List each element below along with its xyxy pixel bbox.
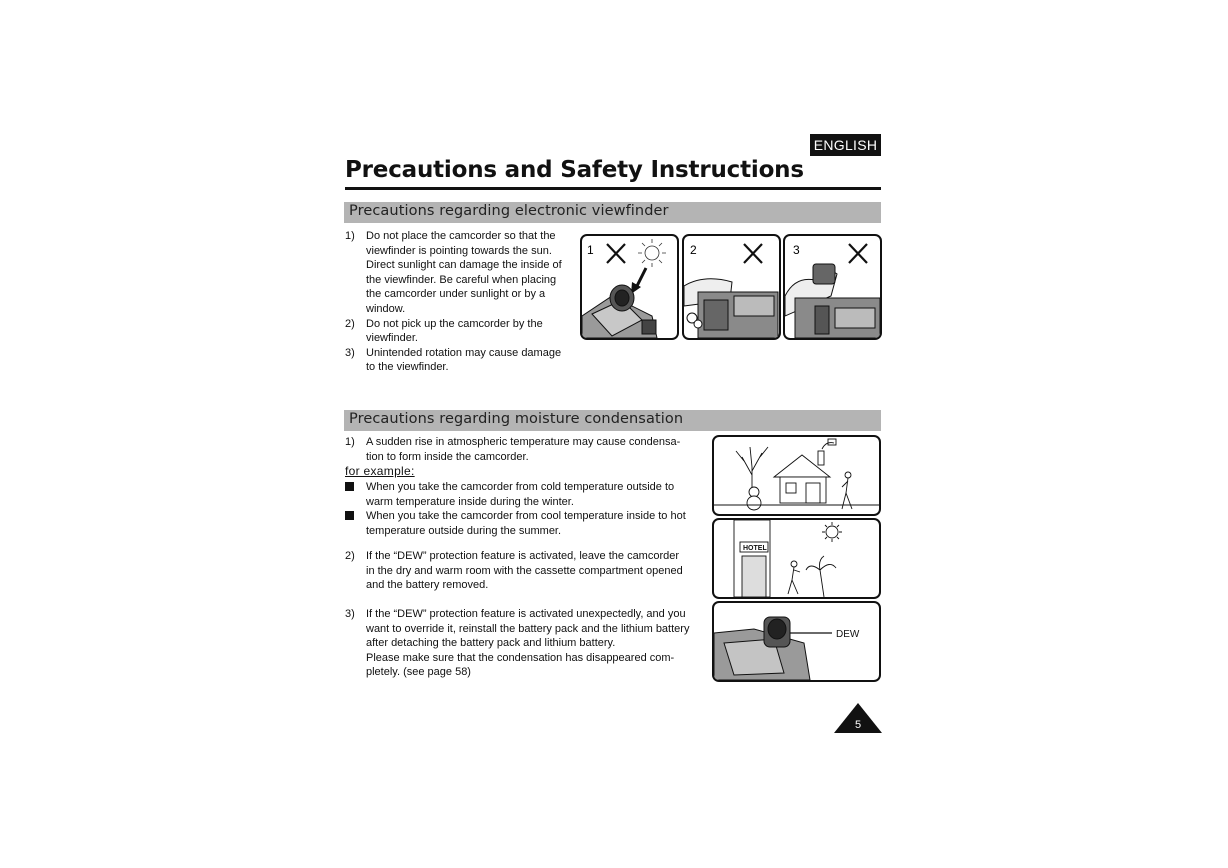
figure-winter-house (712, 435, 881, 516)
figure-dew-display (712, 601, 881, 682)
example-bullet-list (345, 480, 705, 538)
text-line: warm temperature inside during the winter. (366, 495, 574, 508)
arrow-icon (631, 268, 646, 294)
list-item (345, 509, 705, 538)
section-heading-viewfinder (344, 202, 881, 223)
sun-camcorder-illustration (582, 236, 677, 338)
title-rule (345, 187, 881, 190)
item-number: 3) (345, 346, 355, 359)
sun-icon (822, 522, 842, 542)
figure-pick-by-viewfinder (682, 234, 781, 340)
condensation-item-1 (345, 435, 705, 464)
section-heading-text: Precautions regarding electronic viewfinder (349, 203, 669, 219)
figure-summer-hotel (712, 518, 881, 599)
text-line: tion to form inside the camcorder. (366, 450, 529, 463)
cross-icon (849, 244, 867, 263)
text-line: Do not pick up the camcorder by the (366, 317, 543, 330)
camcorder-illustration (714, 617, 810, 680)
viewfinder-precautions-list (345, 229, 577, 375)
section-heading-condensation (344, 410, 881, 431)
summer-hotel-illustration (714, 520, 879, 597)
item-number: 2) (345, 550, 355, 562)
text-line: temperature outside during the summer. (366, 524, 562, 537)
cross-icon (744, 244, 762, 263)
triangle-tab-icon (834, 703, 882, 733)
language-badge: ENGLISH (810, 134, 881, 156)
person-icon (788, 561, 800, 594)
dew-viewfinder-illustration (714, 603, 879, 680)
page-title: Precautions and Safety Instructions (345, 157, 804, 183)
section-heading-text: Precautions regarding moisture condensation (349, 411, 684, 427)
page-number-tab (834, 703, 882, 733)
text-line: When you take the camcorder from cold temperature outside to (366, 481, 675, 493)
item-number: 1) (345, 230, 355, 242)
text-line: the camcorder under sunlight or by a (366, 288, 546, 301)
example-label: for example: (345, 464, 415, 478)
hand-lifting-camcorder-illustration (684, 236, 779, 338)
text-line: want to override it, reinstall the battery pack and the lithium battery (366, 622, 690, 635)
text-line: Direct sunlight can damage the inside of (366, 259, 562, 272)
hand-rotating-viewfinder-illustration (785, 236, 880, 338)
snowman-icon (747, 487, 761, 510)
square-bullet-icon (345, 511, 354, 520)
text-line: When you take the camcorder from cool temperature inside to hot (366, 510, 686, 523)
text-line: Unintended rotation may cause damage (366, 346, 562, 359)
text-line: window. (366, 302, 406, 315)
condensation-item-3 (345, 607, 707, 680)
smoke-icon (822, 439, 836, 449)
condensation-item-2 (345, 549, 705, 593)
dew-label: DEW (836, 629, 860, 640)
text-line: and the battery removed. (366, 579, 489, 592)
hotel-sign: HOTEL (743, 545, 767, 552)
house-icon (774, 451, 830, 503)
text-line: pletely. (see page 58) (366, 666, 471, 679)
figure-number: 2 (690, 243, 697, 257)
text-line: in the dry and warm room with the cassette compartment opened (366, 564, 683, 577)
text-line: after detaching the battery pack and lithium battery. (366, 637, 616, 650)
camcorder-illustration (582, 285, 657, 338)
person-icon (842, 472, 852, 509)
text-line: viewfinder is pointing towards the sun. (366, 244, 552, 257)
list-item (345, 346, 577, 375)
square-bullet-icon (345, 482, 354, 491)
figure-rotate-viewfinder (783, 234, 882, 340)
item-number: 3) (345, 608, 355, 620)
sun-icon (638, 239, 666, 267)
cross-icon (607, 244, 625, 263)
text-line: Please make sure that the condensation has disappeared com- (366, 651, 675, 664)
text-line: Do not place the camcorder so that the (366, 230, 556, 242)
list-item (345, 435, 705, 464)
text-line: to the viewfinder. (366, 361, 449, 374)
figure-number: 1 (587, 243, 594, 257)
list-item (345, 480, 705, 509)
text-line: viewfinder. (366, 332, 418, 345)
camcorder-illustration (684, 279, 778, 338)
figure-sun-viewfinder (580, 234, 679, 340)
text-line: the viewfinder. Be careful when placing (366, 273, 557, 286)
camcorder-illustration (785, 264, 880, 338)
text-line: If the “DEW” protection feature is activated unexpectedly, and you (366, 608, 686, 620)
text-line: A sudden rise in atmospheric temperature may cause condensa- (366, 436, 681, 448)
palm-tree-icon (806, 556, 836, 597)
item-number: 1) (345, 436, 355, 448)
winter-house-illustration (714, 437, 879, 514)
text-line: If the “DEW” protection feature is activated, leave the camcorder (366, 550, 680, 562)
list-item (345, 229, 577, 317)
figure-number: 3 (793, 243, 800, 257)
page-number: 5 (854, 719, 862, 731)
item-number: 2) (345, 317, 355, 330)
hotel-building-icon (734, 520, 770, 597)
list-item (345, 607, 707, 680)
list-item (345, 317, 577, 346)
list-item (345, 549, 705, 593)
